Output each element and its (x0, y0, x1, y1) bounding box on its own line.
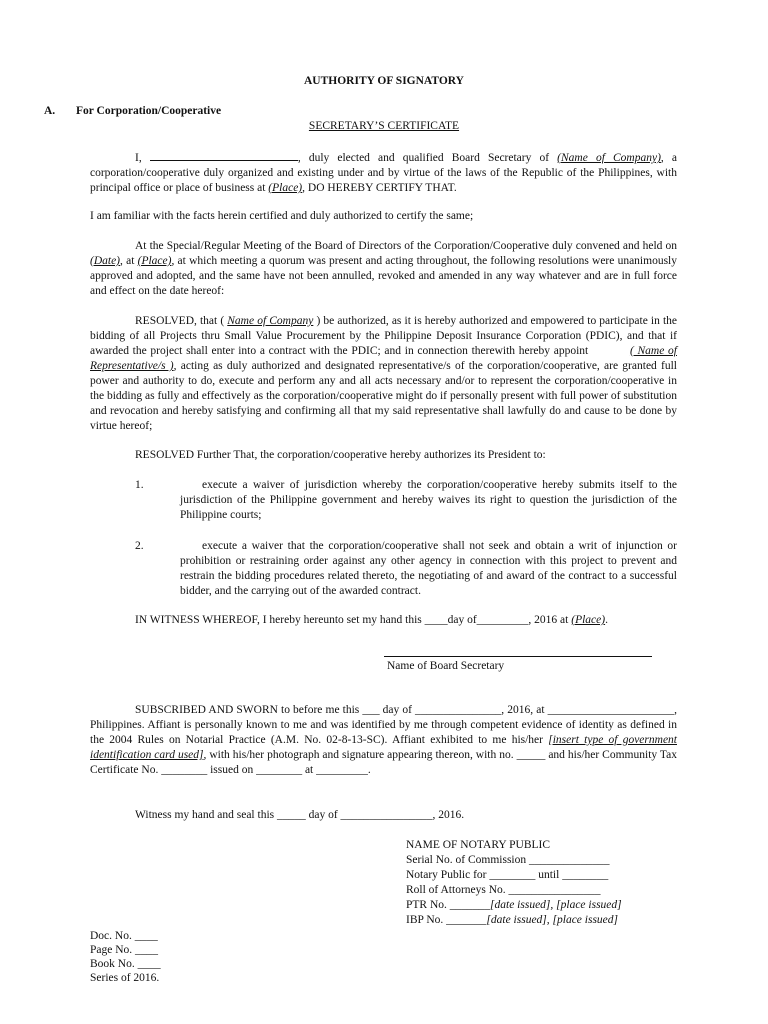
item-number-2: 2. (135, 540, 144, 552)
seal-paragraph: Witness my hand and seal this _____ day of ________________, 2016. (135, 809, 465, 821)
witness-text-b: . (605, 614, 608, 626)
page-number: Page No. ____ (90, 944, 159, 956)
item-number-1: 1. (135, 479, 144, 491)
jurat-text-a: SUBSCRIBED AND SWORN to before me this ___ day of _______________, 2016, at ______________________, Philippines. Affiant is personally known to me and was identified by me through competent evidence of identity as defined in the 2004 Rules on Notarial Practice (A.M. No. 02-8-13-SC). Affiant exhibited to me his/her (90, 704, 677, 746)
notary-name: NAME OF NOTARY PUBLIC (406, 839, 551, 851)
resolution-company-placeholder: Name of Company (227, 315, 314, 327)
familiar-paragraph: I am familiar with the facts herein certified and duly authorized to certify the same; (90, 210, 474, 222)
ibp-detail: [date issued], [place issued] (486, 914, 619, 926)
further-resolution: RESOLVED Further That, the corporation/cooperative hereby authorizes its President to: (135, 449, 546, 461)
jurat-paragraph (90, 703, 677, 778)
ptr-detail: [date issued], [place issued] (490, 899, 622, 911)
resolution-text-b: ) be authorized, as it is hereby authorized and empowered to participate in the bidding of all Projects thru Small Value Procurement by the Philippine Deposit Insurance Corporation (PDIC), and that if awarded the project shall enter into a contract with the PDIC; and in connection therewith hereby appoint (90, 315, 678, 357)
meeting-paragraph (90, 239, 677, 299)
resolution-text-a: RESOLVED, that ( (135, 315, 225, 327)
section-heading: For Corporation/Cooperative (76, 105, 222, 117)
witness-place-placeholder: (Place) (571, 614, 606, 626)
notary-roll: Roll of Attorneys No. ________________ (406, 884, 601, 896)
notary-serial: Serial No. of Commission ______________ (406, 854, 610, 866)
certify-text-b: , duly elected and qualified Board Secretary of (297, 152, 550, 164)
place-placeholder: (Place) (268, 182, 303, 194)
ptr-label: PTR No. _______ (406, 899, 491, 911)
company-name-placeholder: (Name of Company) (557, 152, 661, 164)
secretary-name-blank (150, 149, 298, 161)
witness-text-a: IN WITNESS WHEREOF, I hereby hereunto set my hand this ____day of_________, 2016 at (135, 614, 569, 626)
ibp-label: IBP No. _______ (406, 914, 487, 926)
notary-ptr (406, 898, 622, 913)
certify-text-d: , DO HEREBY CERTIFY THAT. (302, 182, 457, 194)
item-text-2: execute a waiver that the corporation/cooperative shall not seek and obtain a writ of injunction or prohibition or restraining order against any other agency in connection with this project to prevent and restrain the bidding procedures related thereto, the negotiating of and award of the contract to a successful bidder, and the carrying out of the awarded contract. (180, 540, 677, 597)
book-number: Book No. ____ (90, 958, 161, 970)
item-text-1: execute a waiver of jurisdiction whereby the corporation/cooperative hereby submits itself to the jurisdiction of the Philippine government and hereby waives its right to question the jurisdiction of the Philippine courts; (180, 479, 677, 521)
representative-placeholder: ( Name of Representative/s ) (90, 345, 677, 372)
series-year: Series of 2016. (90, 972, 160, 984)
doc-number: Doc. No. ____ (90, 930, 158, 942)
id-type-placeholder: [insert type of government identification card used] (90, 734, 677, 761)
witness-paragraph (135, 613, 695, 628)
certify-text-c: , a corporation/cooperative duly organized and existing under and by virtue of the laws of the Republic of the Philippines, with principal office or place of business at (90, 152, 677, 194)
date-placeholder: (Date) (90, 255, 121, 267)
document-title: AUTHORITY OF SIGNATORY (304, 75, 464, 87)
certify-text-a: I, (135, 152, 142, 164)
resolution-paragraph (90, 314, 677, 434)
signatory-label: Name of Board Secretary (387, 660, 505, 672)
meeting-text-a: At the Special/Regular Meeting of the Board of Directors of the Corporation/Cooperative duly convened and held on (135, 240, 677, 252)
resolution-text-c: , acting as duly authorized and designated representative/s of the corporation/cooperative, are granted full power and authority to do, execute and perform any and all acts necessary and/or to represent the corporation/cooperative in the bidding as fully and effectively as the corporation/cooperative might do if personally present with full power of substitution and revocation and hereby satisfying and confirming all that my said representative shall lawfully do and cause to be done by virtue hereof; (90, 360, 677, 432)
notary-ibp (406, 913, 618, 928)
certify-paragraph (90, 149, 677, 196)
signature-line (384, 656, 652, 657)
section-letter: A. (44, 105, 56, 117)
certificate-title: SECRETARY’S CERTIFICATE (308, 120, 460, 132)
meeting-place-placeholder: (Place) (137, 255, 172, 267)
meeting-text-c: , at which meeting a quorum was present and acting throughout, the following resolutions were unanimously approved and adopted, and the same have not been annulled, revoked and amended in any way whatever and are in full force and effect on the date hereof: (90, 255, 677, 297)
notary-for: Notary Public for ________ until ________ (406, 869, 609, 881)
jurat-text-b: , with his/her photograph and signature appearing thereon, with no. _____ and his/her Community Tax Certificate No. ________ issued on ________ at _________. (90, 749, 677, 776)
meeting-text-b: , at (120, 255, 135, 267)
